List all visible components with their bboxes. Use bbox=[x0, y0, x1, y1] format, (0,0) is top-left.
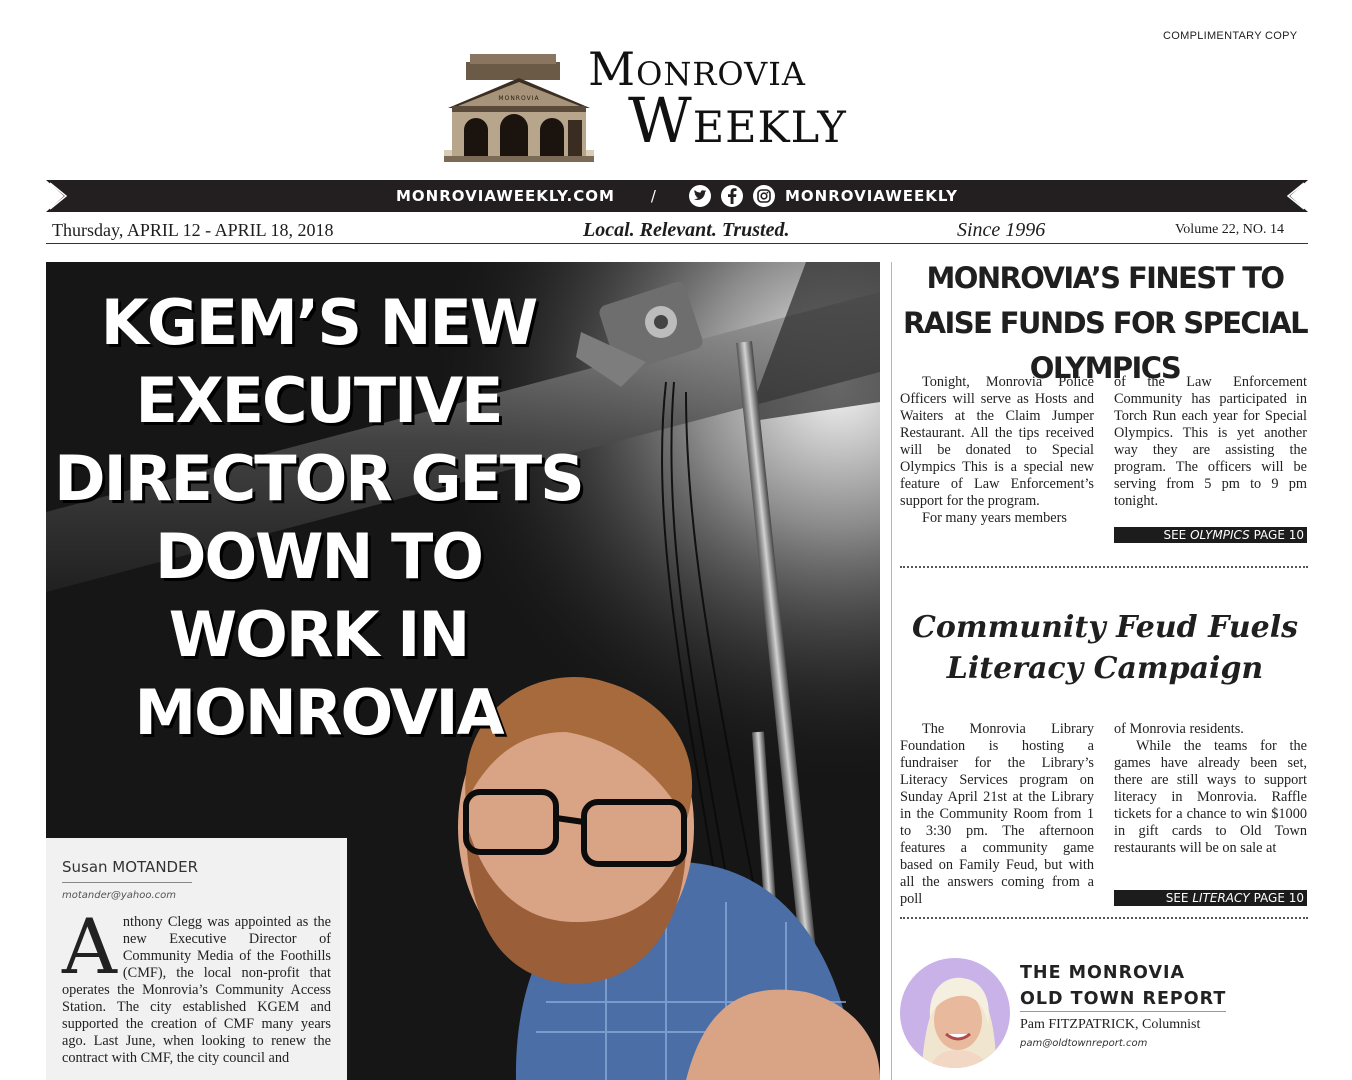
olympics-paragraph-2: For many years members bbox=[922, 510, 1067, 526]
literacy-col-1 bbox=[900, 721, 1094, 908]
banner-separator: / bbox=[650, 187, 657, 205]
motto: Local. Relevant. Trusted. bbox=[583, 219, 790, 241]
columnist-avatar bbox=[900, 958, 1010, 1068]
literacy-paragraph-1: The Monrovia Library Foundation is hosting a fundraiser for the Library’s Literacy Services program on Sunday April 21st at the Library in the Community Room from 1 to 3:30 pm. The afternoon features a community game based on Family Feud, but with all the answers coming from a poll bbox=[900, 721, 1094, 907]
logo-line-2: Weekly bbox=[628, 84, 847, 157]
since-year: Since 1996 bbox=[957, 219, 1046, 241]
lead-headline: KGEM’S NEW EXECUTIVE DIRECTOR GETS DOWN TO WORK IN MONROVIA bbox=[54, 286, 583, 749]
report-author: Pam FITZPATRICK, Columnist bbox=[1020, 1017, 1201, 1032]
issue-date: Thursday, APRIL 12 - APRIL 18, 2018 bbox=[52, 220, 334, 240]
literacy-headline: Community Feud Fuels Literacy Campaign bbox=[911, 610, 1299, 686]
report-title-line-2: OLD TOWN REPORT bbox=[1020, 989, 1227, 1009]
see-suffix: PAGE 10 bbox=[1253, 891, 1304, 905]
olympics-headline: MONROVIA’S FINEST TO RAISE FUNDS FOR SPECIAL OLYMPICS bbox=[902, 261, 1308, 385]
lead-byline-box bbox=[46, 838, 347, 1080]
lead-author-email[interactable]: motander@yahoo.com bbox=[62, 890, 177, 901]
literacy-col-2 bbox=[1114, 721, 1307, 857]
twitter-icon[interactable] bbox=[689, 185, 711, 207]
dateline bbox=[46, 216, 1308, 244]
complimentary-copy: COMPLIMENTARY COPY bbox=[1163, 30, 1298, 42]
website-link[interactable]: MONROVIAWEEKLY.COM bbox=[396, 187, 615, 205]
building-sign: MONROVIA bbox=[498, 95, 540, 102]
author-divider bbox=[62, 882, 192, 883]
section-divider bbox=[900, 917, 1308, 919]
literacy-paragraph-3: While the teams for the games have already been set, there are still ways to support literacy in Monrovia. Raffle tickets for a chance to win $1000 in gift cards to Old Town restaurants will be on sale at bbox=[1114, 738, 1307, 856]
logo-line-1: Monrovia bbox=[588, 42, 806, 96]
olympics-paragraph-1: Tonight, Monrovia Police Officers will serve as Hosts and Waiters at the Claim Jumper Restaurant. All the tips received will be donated to Special Olympics This is a special new feature of Law Enforcement’s support for the program. bbox=[900, 374, 1094, 509]
olympics-col-1 bbox=[900, 374, 1094, 527]
see-keyword: OLYMPICS bbox=[1190, 528, 1250, 542]
instagram-icon[interactable] bbox=[753, 185, 775, 207]
section-divider bbox=[900, 566, 1308, 568]
see-prefix: SEE bbox=[1165, 891, 1189, 905]
volume-number: Volume 22, NO. 14 bbox=[1175, 222, 1285, 237]
see-keyword: LITERACY bbox=[1192, 891, 1250, 905]
lead-body-text bbox=[62, 902, 331, 1067]
see-prefix: SEE bbox=[1163, 528, 1187, 542]
olympics-paragraph-3: of the Law Enforcement Community has participated in Torch Run each year for Special Olympics. This is yet another way they are assisting the program. The officers will be serving from 5 pm to 9 pm tonight. bbox=[1114, 374, 1307, 509]
report-title-line-1: THE MONROVIA bbox=[1020, 963, 1186, 983]
social-banner bbox=[46, 180, 1308, 212]
report-title bbox=[1020, 960, 1226, 1012]
report-divider bbox=[1020, 1011, 1226, 1012]
see-olympics-link[interactable] bbox=[1114, 527, 1307, 543]
masthead-logo bbox=[442, 44, 932, 164]
olympics-col-2 bbox=[1114, 374, 1307, 510]
report-email[interactable]: pam@oldtownreport.com bbox=[1020, 1038, 1148, 1049]
lead-author: Susan MOTANDER bbox=[62, 858, 198, 876]
drop-cap: A bbox=[62, 902, 117, 991]
see-suffix: PAGE 10 bbox=[1253, 528, 1304, 542]
building-logo-icon bbox=[444, 50, 594, 162]
column-divider bbox=[891, 262, 892, 1080]
lead-paragraph: nthony Clegg was appointed as the new Executive Director of Community Media of the Foothills (CMF), the local non-profit that operates the Monrovia’s Community Access Station. The city established KGEM and supported the creation of CMF many years ago. Last June, when looking to renew the contract with CMF, the city council and bbox=[62, 914, 331, 1066]
social-handle[interactable]: MONROVIAWEEKLY bbox=[784, 187, 958, 205]
see-literacy-link[interactable] bbox=[1114, 890, 1307, 906]
literacy-paragraph-2: of Monrovia residents. bbox=[1114, 721, 1244, 737]
facebook-icon[interactable] bbox=[721, 185, 743, 207]
